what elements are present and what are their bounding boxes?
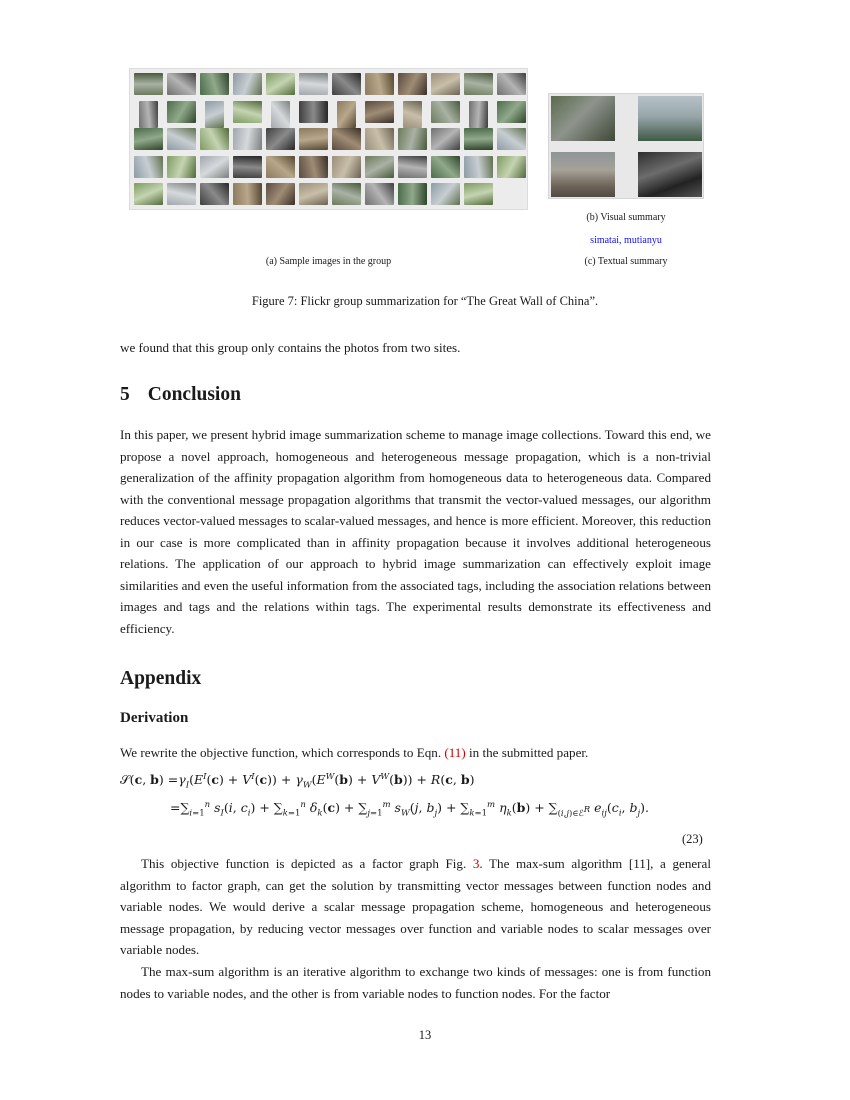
sample-image	[299, 73, 328, 95]
sample-image	[365, 73, 394, 95]
sample-image	[365, 183, 394, 205]
sample-image	[365, 101, 394, 123]
sample-image	[134, 156, 163, 178]
sample-image	[431, 156, 460, 178]
sample-image	[200, 156, 229, 178]
sample-image	[464, 156, 493, 178]
sample-image	[139, 101, 158, 128]
sample-image	[469, 101, 488, 128]
section-heading	[120, 384, 241, 406]
sample-image	[299, 101, 328, 123]
sample-image	[332, 183, 361, 205]
caption-b: (b) Visual summary	[586, 212, 666, 223]
sample-image	[398, 156, 427, 178]
sample-image	[205, 101, 224, 128]
derivation-heading: Derivation	[120, 710, 189, 726]
textual-summary-tags: simatai, mutianyu	[590, 235, 662, 246]
continuation-line: we found that this group only contains the photos from two sites.	[120, 340, 461, 355]
sample-image	[299, 128, 328, 150]
sample-image	[266, 183, 295, 205]
sample-image	[464, 128, 493, 150]
sample-image	[266, 156, 295, 178]
appendix-heading: Appendix	[120, 668, 202, 689]
sample-image	[332, 73, 361, 95]
sample-image	[398, 183, 427, 205]
sample-image	[167, 183, 196, 205]
sample-image	[332, 156, 361, 178]
sample-image	[134, 73, 163, 95]
section-number: 5	[120, 384, 130, 405]
p1-text-post: . The max-sum algorithm [11], a general algorithm to factor graph, can get the solution by transmitting vector messages between function nodes and variable nodes. We would derive a scalar message propagation scheme, homogeneous and heterogeneous message propagation, by reducing vector messages over function and variable nodes to scalar messages over variable nodes.	[120, 856, 711, 957]
caption-c: (c) Textual summary	[584, 256, 668, 267]
figure-reference-link[interactable]: 3	[472, 856, 480, 871]
equation-number: (23)	[682, 832, 703, 846]
sample-image	[167, 128, 196, 150]
sample-image	[233, 183, 262, 205]
sample-image	[497, 156, 526, 178]
summary-image-4	[638, 152, 702, 197]
visual-summary-images	[548, 93, 704, 199]
sample-image	[134, 183, 163, 205]
summary-image-2	[638, 96, 702, 141]
sample-image	[266, 128, 295, 150]
sample-image	[299, 156, 328, 178]
summary-image-3	[551, 152, 615, 197]
eqn-reference-link[interactable]: (11)	[444, 745, 466, 760]
caption-a: (a) Sample images in the group	[265, 256, 392, 267]
factor-graph-paragraph	[120, 853, 711, 961]
rewrite-text-post: in the submitted paper.	[469, 745, 589, 760]
sample-image	[167, 156, 196, 178]
summary-image-1	[551, 96, 615, 141]
sample-image	[134, 128, 163, 150]
sample-image	[200, 73, 229, 95]
figure-caption: Figure 7: Flickr group summarization for “The Great Wall of China”.	[251, 294, 599, 308]
sample-image	[365, 156, 394, 178]
sample-image	[299, 183, 328, 205]
max-sum-paragraph: The max-sum algorithm is an iterative algorithm to exchange two kinds of messages: one is from function nodes to variable nodes, and the other is from variable nodes to function nodes. For the factor	[120, 964, 711, 1001]
equation-line-1: 𝒮(c, $b) =\gamma_I(E^I(c) + V^I(c)) + \gamma_W(E^W(b) + V^W(b)) + R(c$, b)	[120, 772, 475, 791]
sample-image	[332, 128, 361, 150]
sample-image	[497, 128, 526, 150]
sample-image	[167, 101, 196, 123]
sample-image	[464, 183, 493, 205]
section-title: Conclusion	[147, 384, 241, 405]
sample-image	[497, 73, 526, 95]
sample-image	[398, 128, 427, 150]
sample-image	[398, 73, 427, 95]
conclusion-paragraph: In this paper, we present hybrid image summarization scheme to manage image collections. Toward this end, we propose a novel approach, homogeneous and heterogeneous message propagation, which is a non-trivial generalization of the affinity propagation algorithm from homogeneous data to heterogeneous data. Compared with the conventional message propagation algorithms that transmit the vector-valued messages, our algorithm reduces vector-valued messages to scalar-valued messages, and hence is more efficient. Moreover, this reduction in our case is more complicated than in affinity propagation because it involves additional heterogeneous relations. The application of our approach to hybrid image summarization can effectively exploit image similarities and even the useful information from the associated tags, including the association relations between images and tags and the relations within tags. The experimental results demonstrate its effectiveness and efficiency.	[120, 427, 711, 636]
p1-text-pre: This objective function is depicted as a factor graph Fig.	[141, 856, 467, 871]
sample-image	[233, 73, 262, 95]
page-number: 13	[418, 1028, 432, 1042]
sample-image	[431, 73, 460, 95]
sample-image	[464, 73, 493, 95]
sample-image	[431, 101, 460, 123]
sample-image	[233, 101, 262, 123]
sample-image	[167, 73, 196, 95]
rewrite-text-pre: We rewrite the objective function, which corresponds to Eqn.	[120, 745, 442, 760]
sample-image	[271, 101, 290, 128]
sample-image	[431, 128, 460, 150]
sample-image	[431, 183, 460, 205]
sample-images-grid	[129, 68, 528, 210]
sample-image	[266, 73, 295, 95]
sample-image	[233, 128, 262, 150]
rewrite-sentence	[120, 742, 711, 764]
sample-image	[497, 101, 526, 123]
sample-image	[337, 101, 356, 128]
sample-image	[200, 183, 229, 205]
sample-image	[200, 128, 229, 150]
sample-image	[233, 156, 262, 178]
sample-image	[365, 128, 394, 150]
equation-line-2: $=\sum_{i=1}^n$ $s_I(i$, $c_i) + \sum_{k=1}^n$ $\delta_k(c) + \sum_{j=1}^m$ $s_W(j$, $b_j) + \sum_{k=1}^m$ $\eta_k(b) + \sum_{(i,j)\in ℰ^R}$ $e_{ij}(c_i$, $b_j$).	[170, 800, 649, 819]
sample-image	[403, 101, 422, 128]
